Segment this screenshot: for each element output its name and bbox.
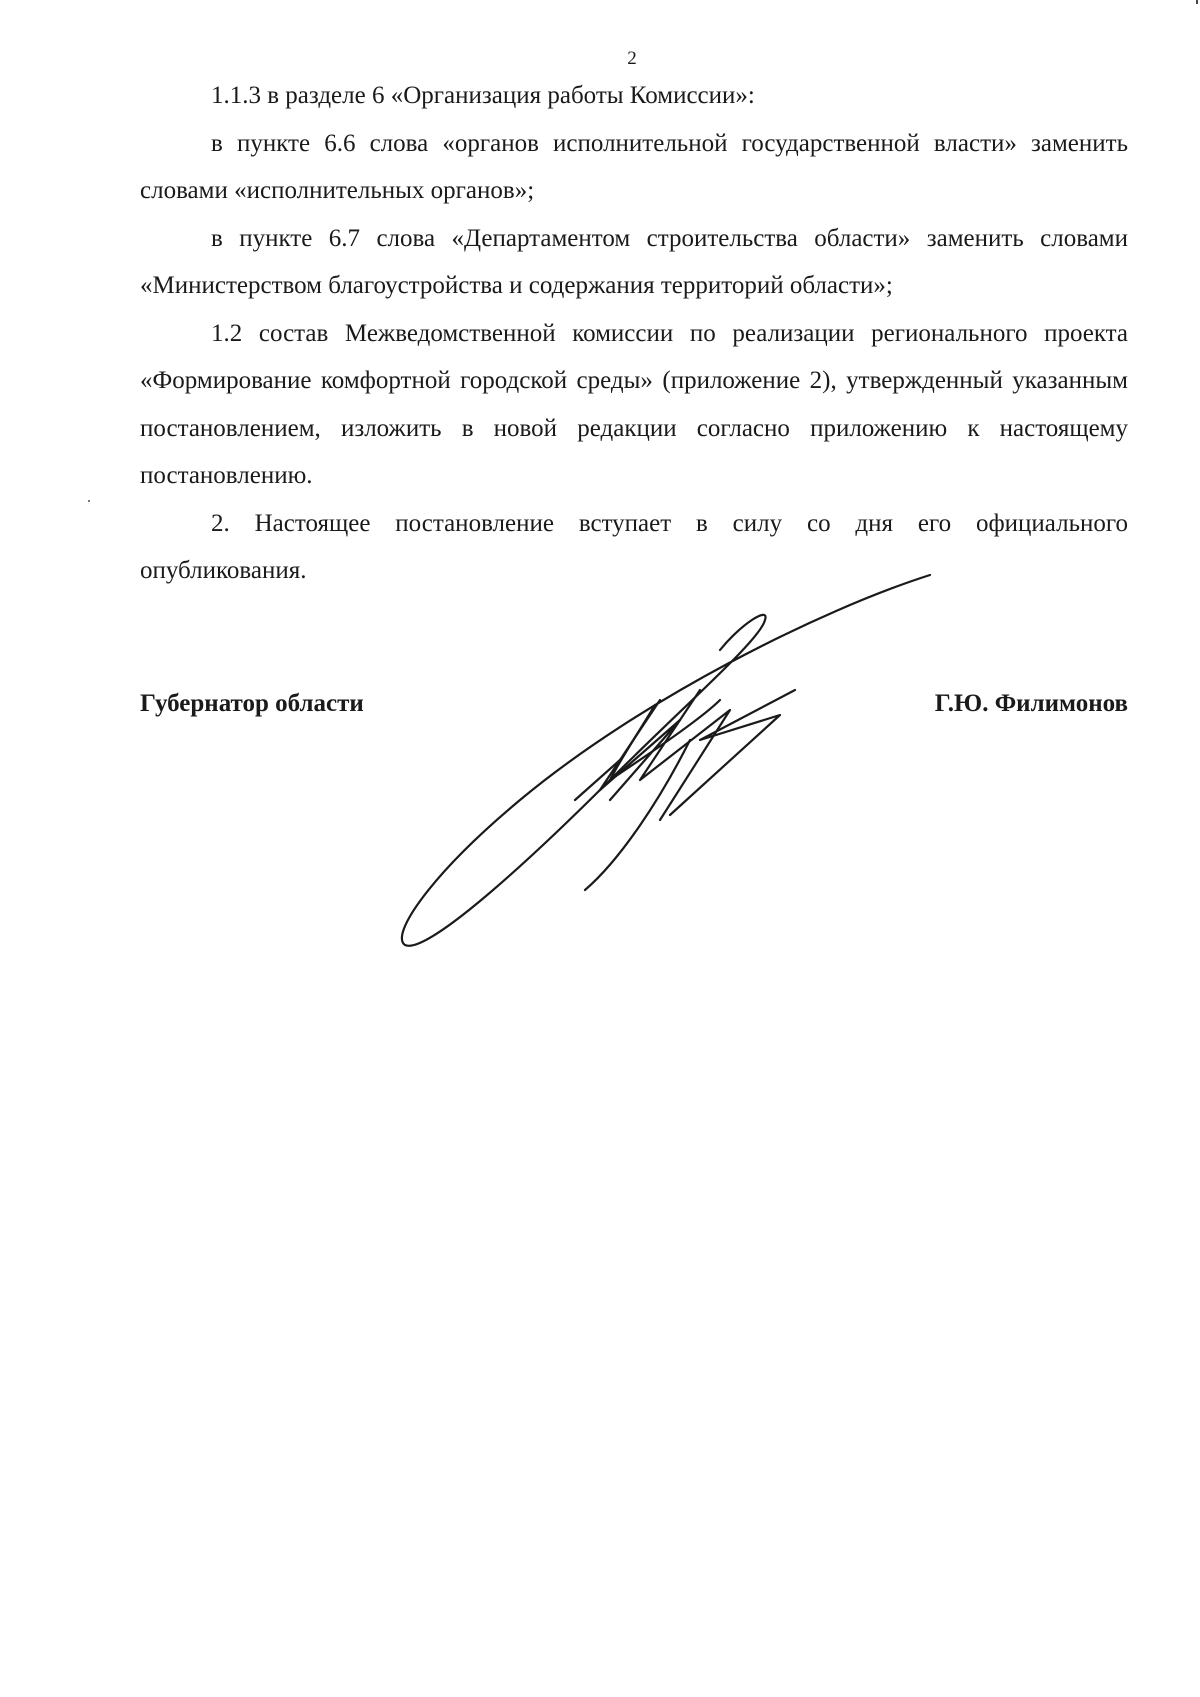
paragraph-clause-6-7: в пункте 6.7 слова «Департаментом строительства области» заменить словами «Министерством благоустройства и содержания территорий области»; xyxy=(140,224,1128,299)
signature-block xyxy=(140,690,1128,718)
paragraph-clause-6-6: в пункте 6.6 слова «органов исполнительной государственной власти» заменить словами «исполнительных органов»; xyxy=(140,129,1128,204)
signer-name: Г.Ю. Филимонов xyxy=(934,690,1128,717)
paragraph-effective-date: 2. Настоящее постановление вступает в силу со дня его официального опубликования. xyxy=(140,509,1128,584)
document-body xyxy=(140,72,1128,595)
signer-position: Губернатор области xyxy=(140,690,364,717)
scan-edge-mark xyxy=(88,500,90,502)
page-number: 2 xyxy=(627,48,637,69)
scan-edge-mark xyxy=(1196,0,1198,4)
paragraph-section-6: 1.1.3 в разделе 6 «Организация работы Комиссии»: xyxy=(211,82,755,109)
paragraph-commission-composition: 1.2 состав Межведомственной комиссии по реализации регионального проекта «Формирование комфортной городской среды» (приложение 2), утвержденный указанным постановлением, изложить в новой редакции согласно приложению к настоящему постановлению. xyxy=(140,319,1128,489)
